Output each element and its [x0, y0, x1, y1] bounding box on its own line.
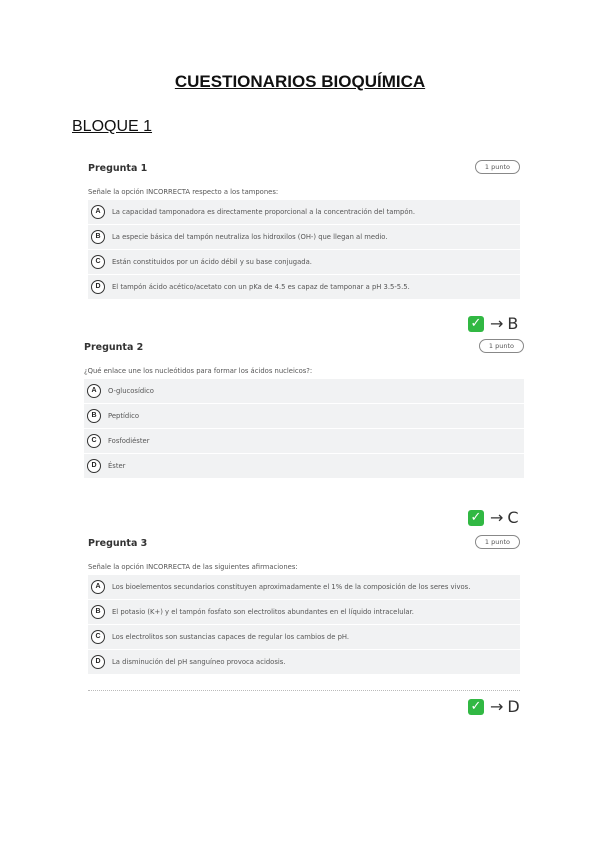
option-a[interactable] [88, 575, 520, 600]
option-letter: B [91, 605, 105, 619]
question-title: Pregunta 3 [88, 538, 148, 549]
question-2 [84, 342, 524, 479]
option-text: El tampón ácido acético/acetato con un pKa de 4.5 es capaz de tamponar a pH 3.5-5.5. [112, 283, 410, 291]
divider [88, 690, 520, 691]
question-prompt: ¿Qué enlace une los nucleótidos para formar los ácidos nucleicos?: [84, 367, 313, 375]
points-badge: 1 punto [475, 535, 520, 549]
option-letter: D [91, 280, 105, 294]
option-letter: A [91, 580, 105, 594]
option-text: Los bioelementos secundarios constituyen aproximadamente el 1% de la composición de los seres vivos. [112, 583, 471, 591]
option-d[interactable] [84, 454, 524, 479]
arrow-icon: → [490, 508, 504, 527]
arrow-icon: → [490, 314, 504, 333]
option-c[interactable] [88, 250, 520, 275]
option-d[interactable] [88, 650, 520, 675]
option-text: La capacidad tamponadora es directamente proporcional a la concentración del tampón. [112, 208, 415, 216]
check-icon: ✓ [468, 510, 484, 526]
option-letter: D [87, 459, 101, 473]
option-b[interactable] [84, 404, 524, 429]
option-a[interactable] [84, 379, 524, 404]
question-prompt: Señale la opción INCORRECTA respecto a los tampones: [88, 188, 279, 196]
check-icon: ✓ [468, 699, 484, 715]
block-title: BLOQUE 1 [72, 118, 153, 135]
points-badge: 1 punto [479, 339, 524, 353]
option-c[interactable] [84, 429, 524, 454]
answer-2 [468, 508, 519, 527]
options-list [88, 575, 520, 675]
answer-letter: B [507, 314, 519, 333]
option-letter: B [91, 230, 105, 244]
question-3 [88, 538, 520, 675]
question-1 [88, 163, 520, 300]
document-title: CUESTIONARIOS BIOQUÍMICA [174, 72, 426, 91]
answer-1 [468, 314, 518, 333]
option-text: Éster [108, 462, 126, 470]
option-text: Fosfodiéster [108, 437, 150, 445]
answer-3 [468, 697, 520, 716]
option-text: Peptídico [108, 412, 140, 420]
option-text: O-glucosídico [108, 387, 154, 395]
option-b[interactable] [88, 225, 520, 250]
question-title: Pregunta 2 [84, 342, 144, 353]
answer-letter: C [507, 508, 519, 527]
option-text: El potasio (K+) y el tampón fosfato son electrolitos abundantes en el líquido intracelular. [112, 608, 414, 616]
option-letter: C [91, 630, 105, 644]
option-b[interactable] [88, 600, 520, 625]
option-letter: A [91, 205, 105, 219]
options-list [88, 200, 520, 300]
question-prompt: Señale la opción INCORRECTA de las siguientes afirmaciones: [88, 563, 298, 571]
option-a[interactable] [88, 200, 520, 225]
option-letter: C [91, 255, 105, 269]
question-title: Pregunta 1 [88, 163, 148, 174]
option-letter: D [91, 655, 105, 669]
answer-letter: D [507, 697, 520, 716]
options-list [84, 379, 524, 479]
option-text: La disminución del pH sanguíneo provoca acidosis. [112, 658, 286, 666]
option-letter: C [87, 434, 101, 448]
option-d[interactable] [88, 275, 520, 300]
option-c[interactable] [88, 625, 520, 650]
option-text: La especie básica del tampón neutraliza los hidroxilos (OH-) que llegan al medio. [112, 233, 388, 241]
option-letter: B [87, 409, 101, 423]
option-text: Están constituidos por un ácido débil y su base conjugada. [112, 258, 312, 266]
arrow-icon: → [490, 697, 504, 716]
option-text: Los electrolitos son sustancias capaces de regular los cambios de pH. [112, 633, 350, 641]
option-letter: A [87, 384, 101, 398]
points-badge: 1 punto [475, 160, 520, 174]
check-icon: ✓ [468, 316, 484, 332]
